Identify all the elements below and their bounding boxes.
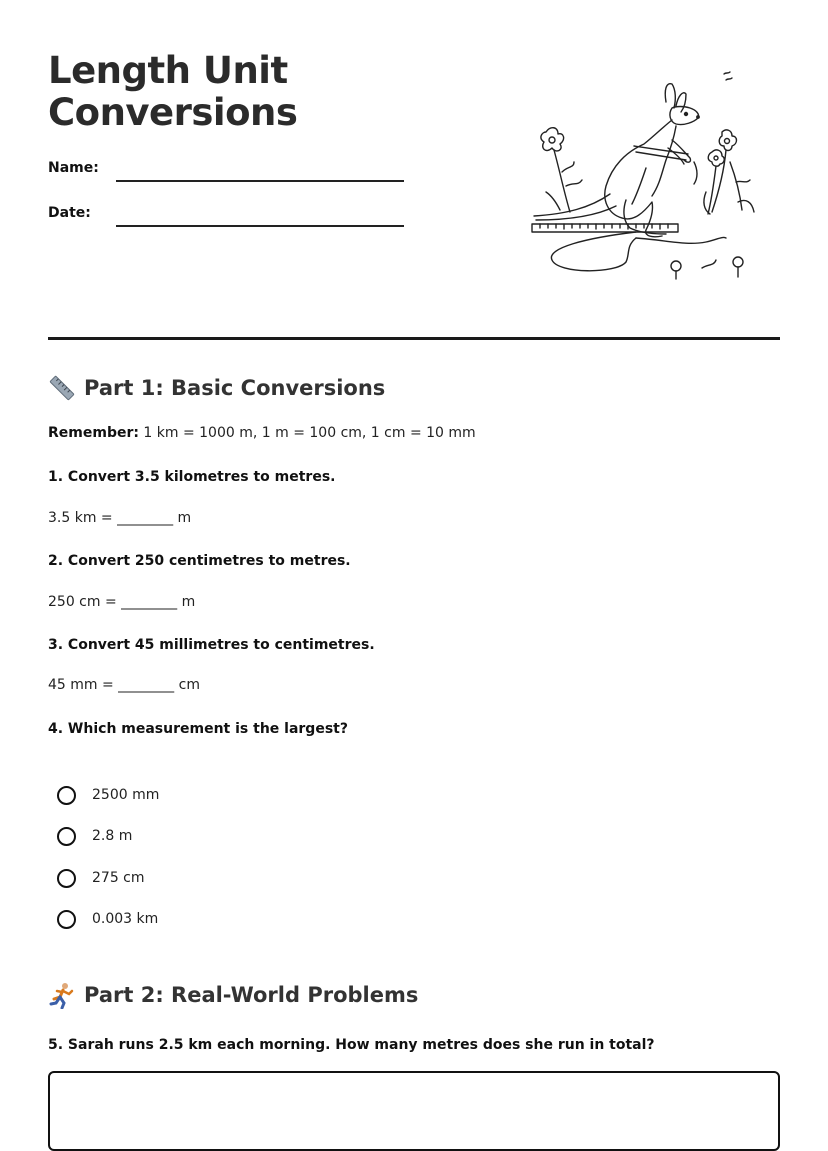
radio-button[interactable]: [57, 786, 76, 805]
name-label: Name:: [48, 160, 99, 176]
radio-button[interactable]: [57, 869, 76, 888]
date-label: Date:: [48, 205, 91, 221]
answer-line-2[interactable]: 250 cm = ________ m: [48, 594, 196, 610]
title-line-1: Length Unit: [48, 49, 288, 92]
remember-label: Remember:: [48, 425, 139, 441]
date-field[interactable]: [116, 225, 404, 227]
option-3[interactable]: [57, 866, 145, 890]
option-label: 2.8 m: [92, 828, 133, 844]
part1-heading-text: Part 1: Basic Conversions: [84, 376, 386, 400]
name-field[interactable]: [116, 180, 404, 182]
part2-heading: [48, 981, 418, 1009]
runner-icon: [48, 981, 76, 1009]
radio-button[interactable]: [57, 910, 76, 929]
answer-line-3[interactable]: 45 mm = ________ cm: [48, 677, 200, 693]
option-2[interactable]: [57, 824, 132, 848]
radio-button[interactable]: [57, 827, 76, 846]
header-divider: [48, 337, 780, 340]
question-5: 5. Sarah runs 2.5 km each morning. How many metres does she run in total?: [48, 1037, 655, 1053]
remember-text: 1 km = 1000 m, 1 m = 100 cm, 1 cm = 10 mm: [138, 425, 476, 441]
question-1: 1. Convert 3.5 kilometres to metres.: [48, 469, 336, 485]
option-label: 0.003 km: [92, 911, 159, 927]
option-label: 2500 mm: [92, 787, 160, 803]
part2-heading-text: Part 2: Real-World Problems: [84, 983, 419, 1007]
ruler-icon: [48, 374, 76, 402]
remember-note: [48, 425, 476, 441]
question-2: 2. Convert 250 centimetres to metres.: [48, 553, 351, 569]
question-4: 4. Which measurement is the largest?: [48, 721, 348, 737]
option-1[interactable]: [57, 783, 159, 807]
kangaroo-with-measuring-tape-illustration: [526, 62, 762, 284]
answer-box-5[interactable]: [48, 1071, 780, 1151]
option-4[interactable]: [57, 907, 158, 931]
answer-line-1[interactable]: 3.5 km = ________ m: [48, 510, 192, 526]
question-3: 3. Convert 45 millimetres to centimetres.: [48, 637, 375, 653]
option-label: 275 cm: [92, 870, 145, 886]
part1-heading: [48, 374, 385, 402]
title-line-2: Conversions: [48, 91, 298, 134]
page-title: [48, 50, 297, 134]
